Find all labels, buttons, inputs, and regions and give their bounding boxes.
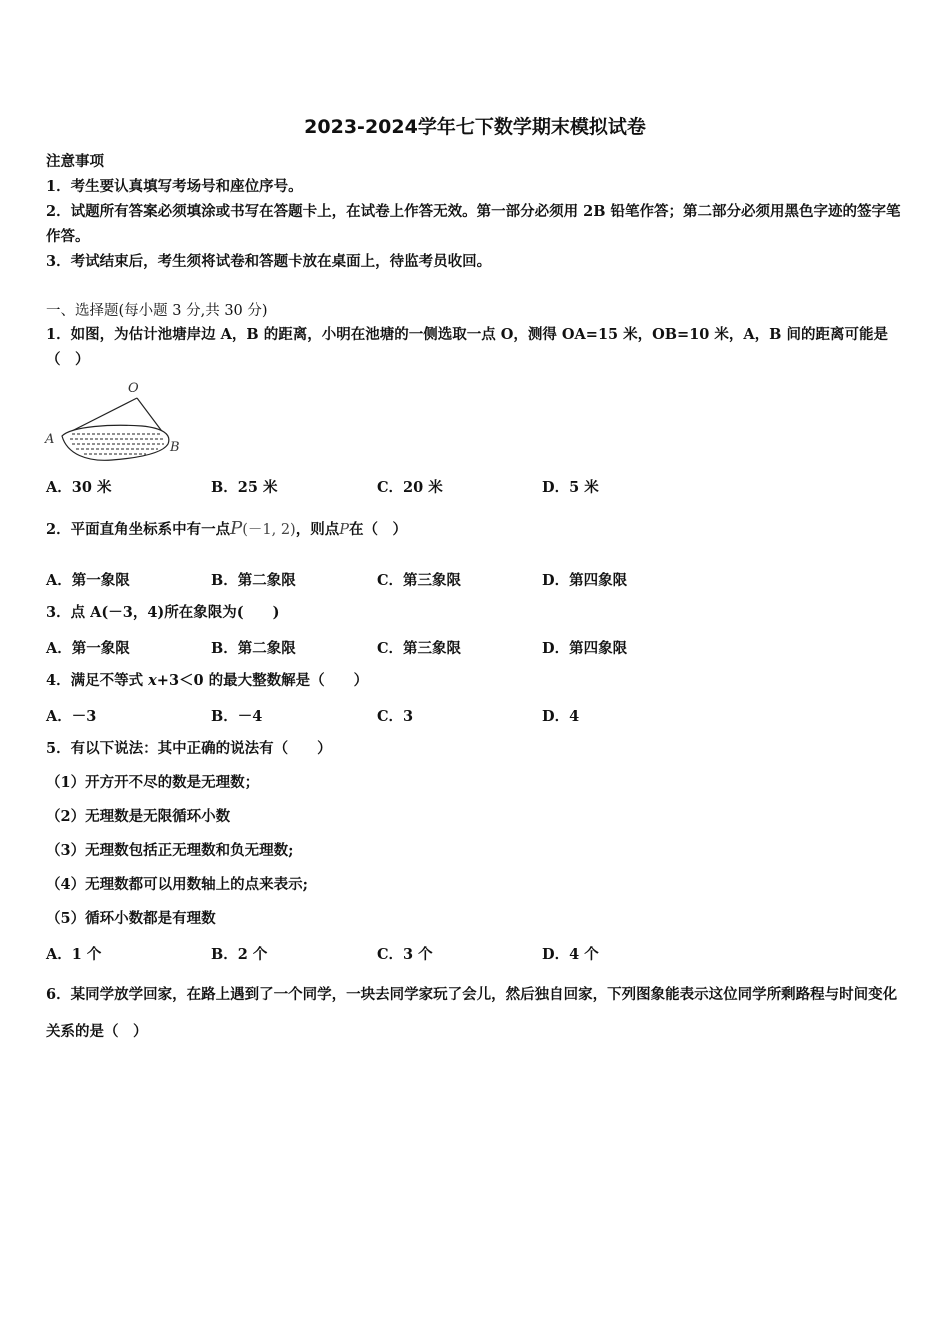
option-d[interactable]: D．第四象限 (542, 572, 628, 589)
question-2-stem (46, 516, 407, 543)
option-a[interactable]: A．－3 (46, 708, 97, 725)
option-c[interactable]: C．20 米 (377, 479, 443, 496)
option-d[interactable]: D．4 个 (542, 946, 599, 963)
option-a[interactable]: A．第一象限 (46, 572, 130, 589)
pond-figure (42, 378, 187, 468)
statement-1: （1）开方开不尽的数是无理数； (46, 774, 260, 791)
variable-x: x (148, 672, 157, 689)
question-2-options (46, 569, 846, 589)
question-5-options (46, 943, 846, 963)
statement-3: （3）无理数包括正无理数和负无理数; (46, 842, 294, 859)
statement-2: （2）无理数是无限循环小数 (46, 808, 231, 825)
option-d[interactable]: D．5 米 (542, 479, 599, 496)
option-c[interactable]: C．3 (377, 708, 414, 725)
option-d[interactable]: D．4 (542, 708, 580, 725)
notice-item-1: 1．考生要认真填写考场号和座位序号。 (46, 178, 303, 195)
notice-item-3: 3．考试结束后，考生须将试卷和答题卡放在桌面上，待监考员收回。 (46, 253, 492, 270)
option-b[interactable]: B．第二象限 (211, 572, 296, 589)
statement-4: （4）无理数都可以用数轴上的点来表示; (46, 876, 308, 893)
question-6-stem: 6．某同学放学回家，在路上遇到了一个同学，一块去同学家玩了会儿，然后独自回家，下列图象能表示这位同学所剩路程与时间变化关系的是（ ） (46, 986, 898, 1040)
pond-outline (62, 425, 169, 460)
point-coords: (－1, 2) (242, 522, 296, 538)
option-d[interactable]: D．第四象限 (542, 640, 628, 657)
point-p-2: P (339, 522, 349, 538)
label-b: B (170, 440, 180, 455)
option-b[interactable]: B．2 个 (211, 946, 268, 963)
option-b[interactable]: B．第二象限 (211, 640, 296, 657)
option-b[interactable]: B．－4 (211, 708, 263, 725)
question-4-text-after: +3＜0 的最大整数解是（ ） (156, 672, 369, 689)
notice-heading: 注意事项 (46, 153, 104, 170)
page-title: 2023-2024学年七下数学期末模拟试卷 (304, 116, 646, 138)
statement-5: （5）循环小数都是有理数 (46, 910, 216, 927)
question-2-text-after: 在（ ） (348, 521, 407, 538)
question-1-stem: 1．如图，为估计池塘岸边 A，B 的距离，小明在池塘的一侧选取一点 O，测得 OA=15 米，OB=10 米，A，B 间的距离可能是（ ） (46, 326, 888, 368)
question-1-options (46, 476, 846, 496)
option-c[interactable]: C．第三象限 (377, 572, 462, 589)
question-2-text-before: 2．平面直角坐标系中有一点 (46, 521, 231, 538)
question-4-stem (46, 671, 368, 691)
option-c[interactable]: C．3 个 (377, 946, 433, 963)
question-4-options (46, 705, 846, 725)
question-4-text-before: 4．满足不等式 (46, 672, 149, 689)
option-a[interactable]: A．第一象限 (46, 640, 130, 657)
point-p: P (230, 518, 243, 539)
notice-item-2: 2．试题所有答案必须填涂或书写在答题卡上，在试卷上作答无效。第一部分必须用 2B 铅笔作答；第二部分必须用黑色字迹的签字笔作答。 (46, 203, 901, 245)
question-5-stem: 5．有以下说法：其中正确的说法有（ ） (46, 740, 332, 757)
option-a[interactable]: A．1 个 (46, 946, 102, 963)
question-3-options (46, 637, 846, 657)
label-o: O (128, 381, 139, 396)
label-a: A (45, 432, 55, 447)
option-c[interactable]: C．第三象限 (377, 640, 462, 657)
option-b[interactable]: B．25 米 (211, 479, 278, 496)
option-a[interactable]: A．30 米 (46, 479, 112, 496)
question-2-text-mid: ，则点 (295, 521, 340, 538)
section-heading: 一、选择题(每小题 3 分,共 30 分) (46, 303, 268, 319)
question-3-stem: 3．点 A(－3，4)所在象限为( ) (46, 604, 280, 621)
